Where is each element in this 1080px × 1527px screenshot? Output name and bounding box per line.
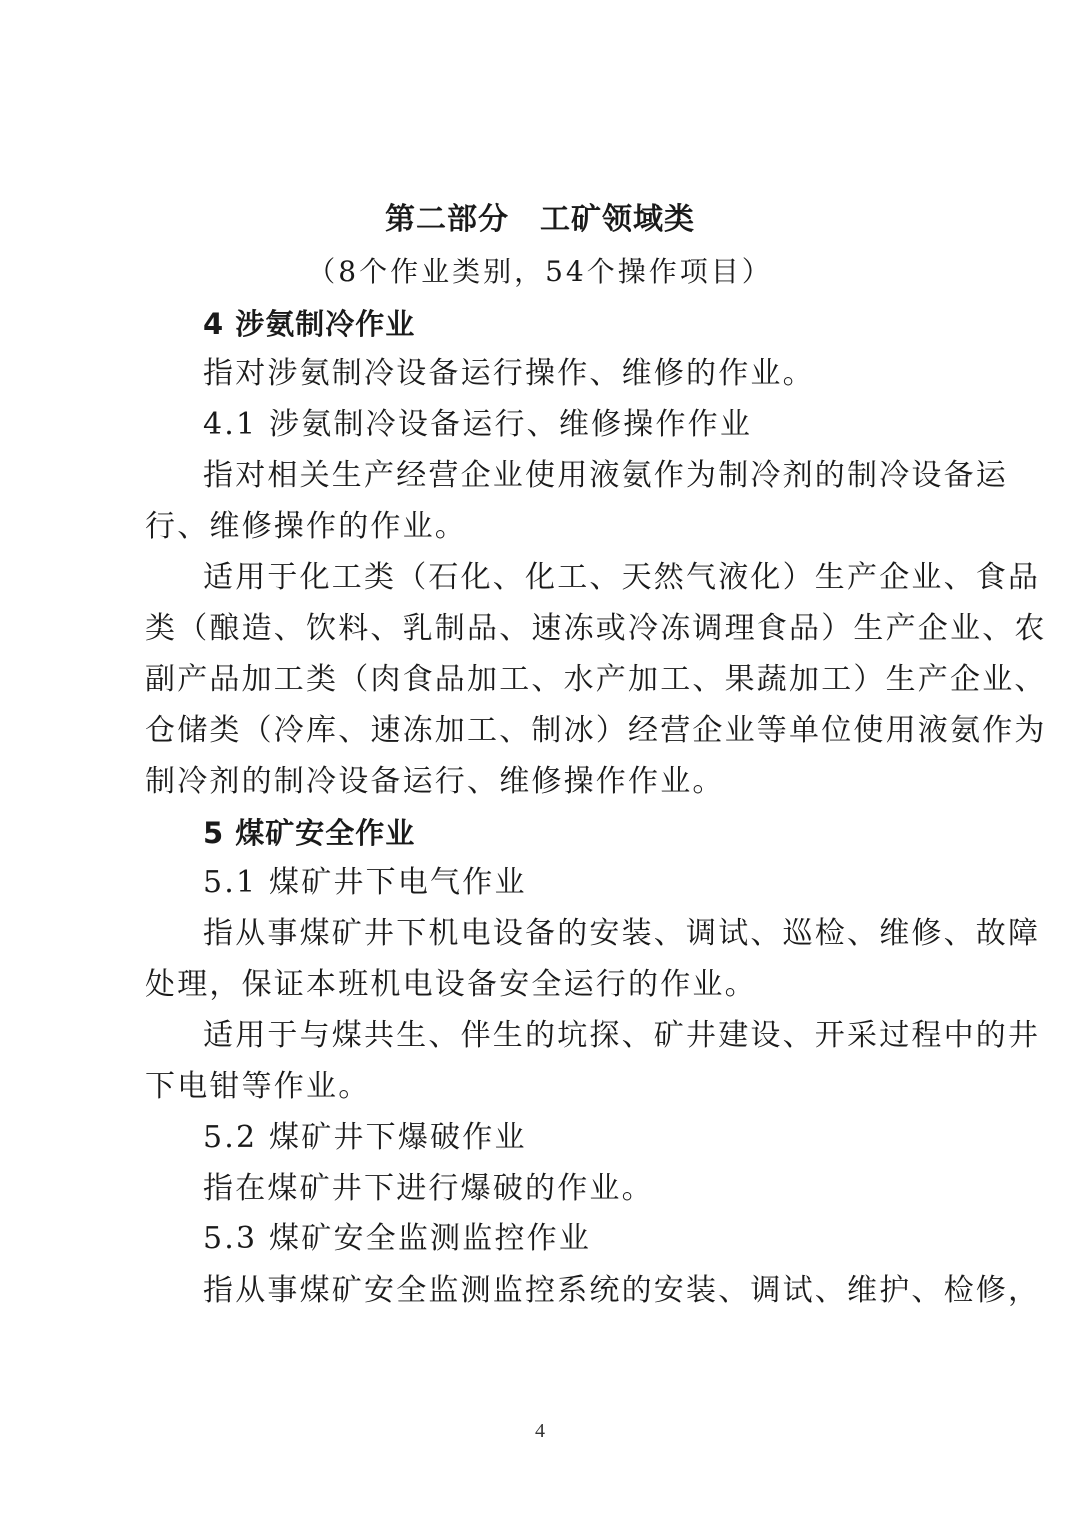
subsection-heading-4-1: 4.1 涉氨制冷设备运行、维修操作作业	[203, 407, 753, 442]
paragraph-line: 处理，保证本班机电设备安全运行的作业。	[145, 967, 757, 1002]
paragraph-line: 类（酿造、饮料、乳制品、速冻或冷冻调理食品）生产企业、农	[145, 611, 1047, 646]
paragraph-line: 指对相关生产经营企业使用液氨作为制冷剂的制冷设备运	[203, 458, 1008, 493]
page-number: 4	[535, 1420, 545, 1442]
paragraph-line: 下电钳等作业。	[145, 1069, 371, 1104]
paragraph-line: 指从事煤矿井下机电设备的安装、调试、巡检、维修、故障	[203, 916, 1041, 951]
subsection-heading-5-3: 5.3 煤矿安全监测监控作业	[203, 1221, 592, 1256]
paragraph-line: 指从事煤矿安全监测监控系统的安装、调试、维护、检修，	[203, 1273, 1041, 1308]
paragraph-line: 适用于与煤共生、伴生的坑探、矿井建设、开采过程中的井	[203, 1018, 1041, 1053]
paragraph-line: 副产品加工类（肉食品加工、水产加工、果蔬加工）生产企业、	[145, 662, 1047, 697]
paragraph-line: 指对涉氨制冷设备运行操作、维修的作业。	[203, 356, 815, 391]
subsection-heading-5-1: 5.1 煤矿井下电气作业	[203, 865, 527, 900]
page-subtitle: （8个作业类别，54个操作项目）	[307, 255, 773, 288]
paragraph-line: 制冷剂的制冷设备运行、维修操作作业。	[145, 764, 725, 799]
paragraph-line: 指在煤矿井下进行爆破的作业。	[203, 1171, 654, 1206]
section-heading-5: 5 煤矿安全作业	[203, 816, 416, 850]
paragraph-line: 适用于化工类（石化、化工、天然气液化）生产企业、食品	[203, 560, 1041, 595]
paragraph-line: 仓储类（冷库、速冻加工、制冰）经营企业等单位使用液氨作为	[145, 713, 1047, 748]
subsection-heading-5-2: 5.2 煤矿井下爆破作业	[203, 1120, 527, 1155]
section-heading-4: 4 涉氨制冷作业	[203, 307, 416, 341]
page-title: 第二部分 工矿领域类	[385, 202, 695, 237]
paragraph-line: 行、维修操作的作业。	[145, 509, 467, 544]
